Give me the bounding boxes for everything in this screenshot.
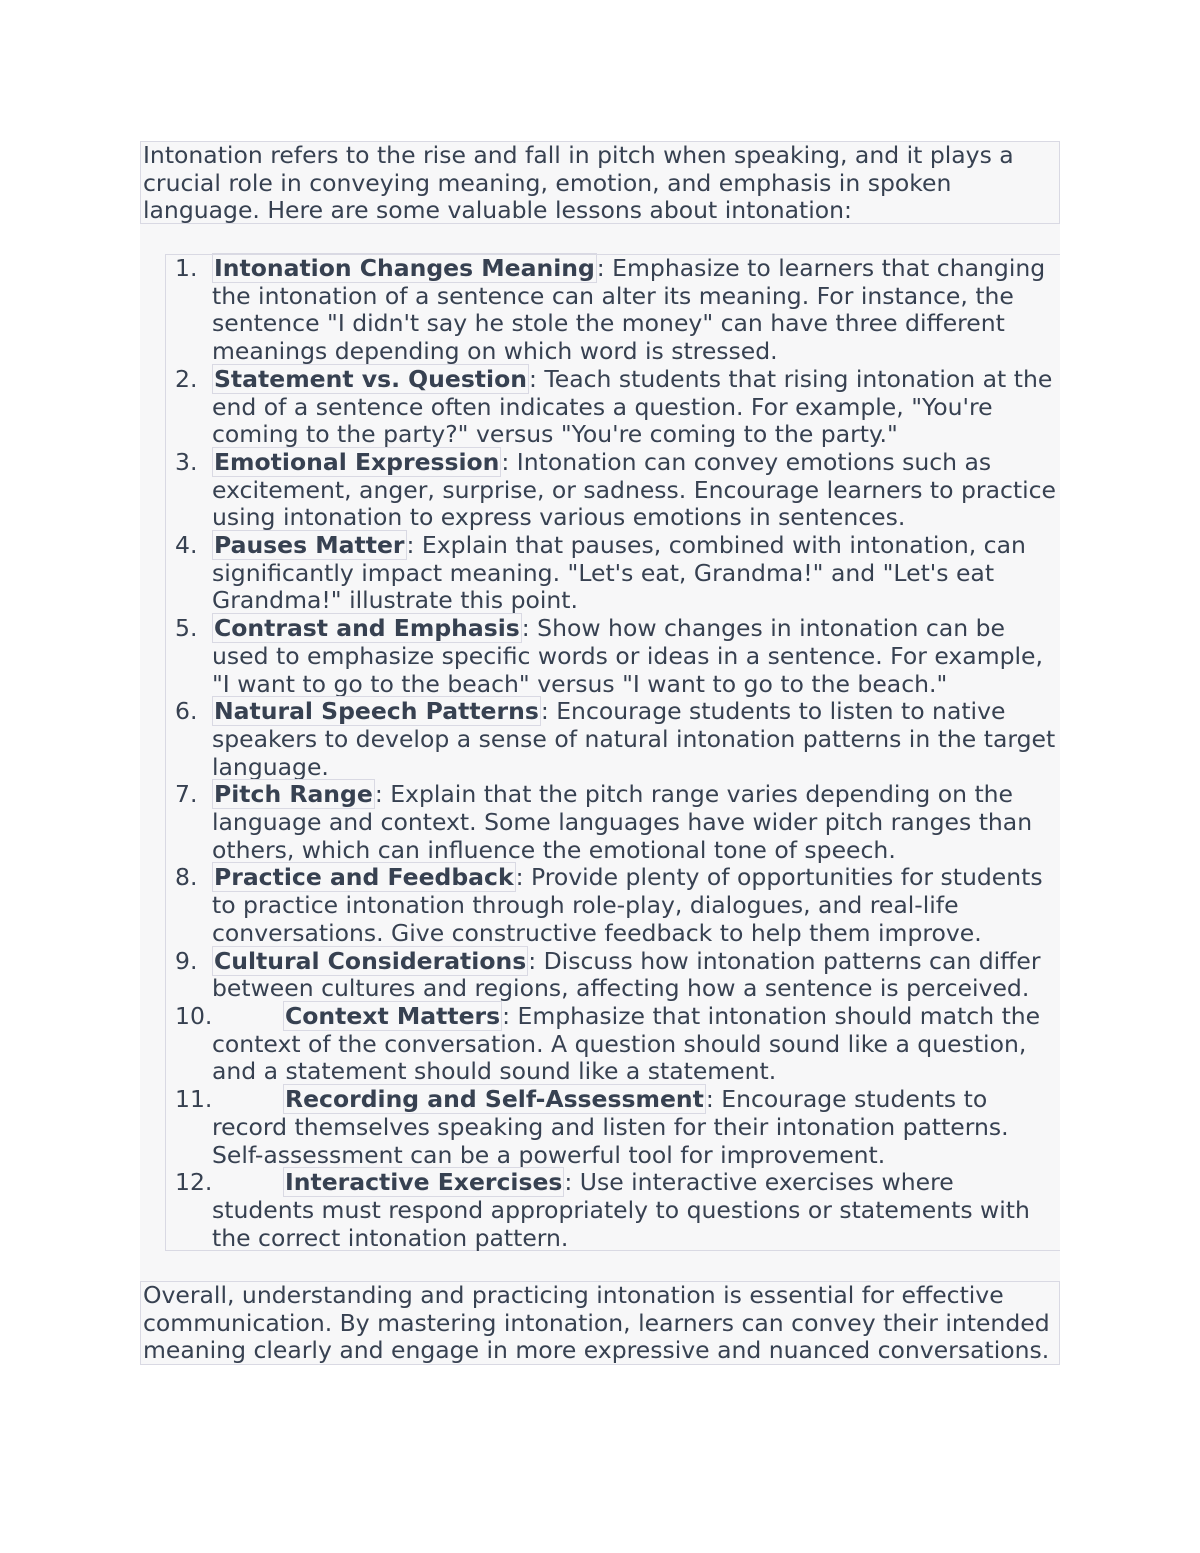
- list-item: [165, 366, 1060, 449]
- item-text: : Use interactive exercises where students must respond appropriately to questions or statements with the correct intonation pattern.: [212, 1168, 1030, 1252]
- list-item: [165, 948, 1060, 1003]
- item-text: : Emphasize that intonation should match the context of the conversation. A question should sound like a question, and a statement should sound like a statement.: [212, 1001, 1041, 1086]
- outro-block: [140, 1281, 1060, 1365]
- item-number: 9.: [175, 946, 198, 975]
- item-number: 1.: [175, 254, 198, 282]
- item-text: : Encourage students to record themselves speaking and listen for their intonation patterns. Self-assessment can be a powerful tool for improvement.: [212, 1085, 1009, 1169]
- item-text: : Intonation can convey emotions such as excitement, anger, surprise, or sadness. Encourage learners to practice using intonation to express various emotions in sentences.: [212, 447, 1057, 532]
- item-number: 7.: [175, 780, 198, 809]
- list-item: [165, 1003, 1060, 1086]
- item-number: 10.: [175, 1001, 213, 1030]
- item-number: 2.: [175, 364, 198, 393]
- item-term: Contrast and Emphasis: [214, 614, 520, 643]
- item-term: Intonation Changes Meaning: [214, 254, 595, 282]
- list-item: [165, 449, 1060, 532]
- list-item: [165, 1169, 1060, 1252]
- item-term: Natural Speech Patterns: [214, 697, 539, 726]
- list-item: [165, 698, 1060, 781]
- item-text: : Provide plenty of opportunities for students to practice intonation through role-play, dialogues, and real-life conversations. Give constructive feedback to help them improve.: [212, 863, 1043, 947]
- item-number: 11.: [175, 1085, 213, 1114]
- item-text: : Explain that pauses, combined with intonation, can significantly impact meaning. "Let's eat, Grandma!" and "Let's eat Grandma!" illustrate this point.: [212, 531, 1026, 615]
- item-term: Cultural Considerations: [214, 946, 527, 975]
- item-term: Recording and Self-Assessment: [285, 1085, 704, 1114]
- lessons-container: [140, 224, 1060, 1281]
- intro-paragraph: Intonation refers to the rise and fall in pitch when speaking, and it plays a crucial role in conveying meaning, emotion, and emphasis in spoken language. Here are some valuable lessons about intonation:: [143, 141, 1014, 225]
- list-item: [165, 532, 1060, 615]
- item-text: : Encourage students to listen to native speakers to develop a sense of natural intonation patterns in the target language.: [212, 697, 1056, 781]
- item-text: : Explain that the pitch range varies depending on the language and context. Some languages have wider pitch ranges than others, which can influence the emotional tone of speech.: [212, 780, 1033, 864]
- item-number: 12.: [175, 1168, 213, 1197]
- list-item: [165, 864, 1060, 947]
- item-term: Emotional Expression: [214, 447, 500, 476]
- list-item: [165, 255, 1060, 366]
- item-term: Practice and Feedback: [214, 863, 514, 892]
- item-number: 8.: [175, 863, 198, 892]
- item-text: : Teach students that rising intonation at the end of a sentence often indicates a question. For example, "You're coming to the party?" versus "You're coming to the party.": [212, 364, 1053, 449]
- item-term: Interactive Exercises: [285, 1168, 563, 1197]
- item-text: : Discuss how intonation patterns can differ between cultures and regions, affecting how a sentence is perceived.: [212, 946, 1041, 1003]
- item-number: 6.: [175, 697, 198, 726]
- lessons-list: [165, 255, 1060, 1252]
- outro-paragraph: Overall, understanding and practicing intonation is essential for effective communication. By mastering intonation, learners can convey their intended meaning clearly and engage in more expressive and nuanced conversations.: [143, 1281, 1050, 1365]
- intro-block: [140, 141, 1060, 224]
- list-item: [165, 781, 1060, 864]
- item-term: Pauses Matter: [214, 531, 405, 560]
- item-term: Statement vs. Question: [214, 364, 527, 393]
- item-text: : Emphasize to learners that changing the intonation of a sentence can alter its meaning. For instance, the sentence "I didn't say he stole the money" can have three different meanings depending on which word is stressed.: [212, 254, 1046, 366]
- item-number: 3.: [175, 447, 198, 476]
- item-number: 5.: [175, 614, 198, 643]
- list-item: [165, 615, 1060, 698]
- item-term: Context Matters: [285, 1001, 501, 1030]
- item-text: : Show how changes in intonation can be used to emphasize specific words or ideas in a sentence. For example, "I want to go to the beach" versus "I want to go to the beach.": [212, 614, 1043, 698]
- item-term: Pitch Range: [214, 780, 373, 809]
- list-item: [165, 1086, 1060, 1169]
- item-number: 4.: [175, 531, 198, 560]
